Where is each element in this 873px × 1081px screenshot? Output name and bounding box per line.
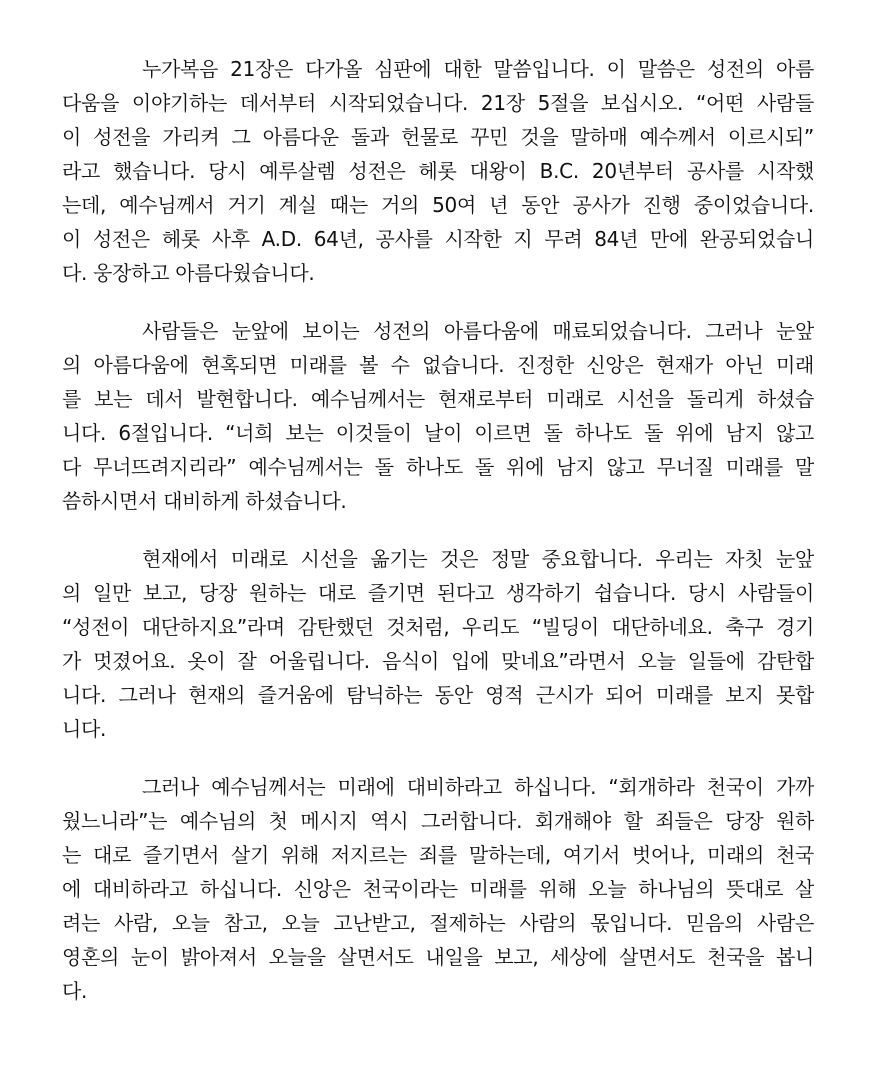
- text-line: 라고 했습니다. 당시 예루살렘 성전은 헤롯 대왕이 B.C. 20년부터 공사를 시작했: [62, 159, 814, 183]
- text-line: 현재에서 미래로 시선을 옮기는 것은 정말 중요합니다. 우리는 자칫 눈앞: [142, 547, 814, 571]
- text-line: 는 대로 즐기면서 살기 위해 저지르는 죄를 말하는데, 여기서 벗어나, 미래의 천국: [62, 843, 814, 867]
- text-line: 려는 사람, 오늘 참고, 오늘 고난받고, 절제하는 사람의 몫입니다. 믿음의 사람은: [62, 911, 814, 935]
- text-line: 이 성전을 가리켜 그 아름다운 돌과 헌물로 꾸민 것을 말하매 예수께서 이르시되”: [62, 125, 814, 149]
- text-line: 웠느니라”는 예수님의 첫 메시지 역시 그러합니다. 회개해야 할 죄들은 당장 원하: [62, 809, 814, 833]
- text-line: 이 성전은 헤롯 사후 A.D. 64년, 공사를 시작한 지 무려 84년 만에 완공되었습니: [62, 227, 814, 251]
- text-line: 는데, 예수님께서 거기 계실 때는 거의 50여 년 동안 공사가 진행 중이었습니다.: [62, 193, 814, 217]
- text-line: “성전이 대단하지요”라며 감탄했던 것처럼, 우리도 “빌딩이 대단하네요. 축구 경기: [62, 615, 814, 639]
- text-line: 니다. 6절입니다. “너희 보는 이것들이 날이 이르면 돌 하나도 돌 위에 남지 않고: [62, 421, 814, 445]
- text-line: 에 대비하라고 하십니다. 신앙은 천국이라는 미래를 위해 오늘 하나님의 뜻대로 살: [62, 877, 814, 901]
- text-line: 다. 웅장하고 아름다웠습니다.: [62, 261, 315, 285]
- paragraph-2: [62, 314, 814, 518]
- text-line: 씀하시면서 대비하게 하셨습니다.: [62, 489, 347, 513]
- paragraph-4: [62, 770, 814, 1008]
- document-body: [62, 52, 814, 1032]
- text-line: 그러나 예수님께서는 미래에 대비하라고 하십니다. “회개하라 천국이 가까: [142, 775, 814, 799]
- paragraph-3: [62, 542, 814, 746]
- text-line: 영혼의 눈이 밝아져서 오늘을 살면서도 내일을 보고, 세상에 살면서도 천국을 봅니: [62, 945, 814, 969]
- paragraph-1: [62, 52, 814, 290]
- text-line: 를 보는 데서 발현합니다. 예수님께서는 현재로부터 미래로 시선을 돌리게 하셨습: [62, 387, 814, 411]
- text-line: 누가복음 21장은 다가올 심판에 대한 말씀입니다. 이 말씀은 성전의 아름: [142, 57, 814, 81]
- text-line: 다 무너뜨려지리라” 예수님께서는 돌 하나도 돌 위에 남지 않고 무너질 미래를 말: [62, 455, 814, 479]
- text-line: 사람들은 눈앞에 보이는 성전의 아름다움에 매료되었습니다. 그러나 눈앞: [142, 319, 814, 343]
- text-line: 다움을 이야기하는 데서부터 시작되었습니다. 21장 5절을 보십시오. “어떤 사람들: [62, 91, 814, 115]
- text-line: 의 아름다움에 현혹되면 미래를 볼 수 없습니다. 진정한 신앙은 현재가 아닌 미래: [62, 353, 814, 377]
- text-line: 다.: [62, 979, 88, 1003]
- text-line: 가 멋졌어요. 옷이 잘 어울립니다. 음식이 입에 맞네요”라면서 오늘 일들에 감탄합: [62, 649, 814, 673]
- text-line: 의 일만 보고, 당장 원하는 대로 즐기면 된다고 생각하기 쉽습니다. 당시 사람들이: [62, 581, 814, 605]
- text-line: 니다.: [62, 717, 107, 741]
- text-line: 니다. 그러나 현재의 즐거움에 탐닉하는 동안 영적 근시가 되어 미래를 보지 못합: [62, 683, 814, 707]
